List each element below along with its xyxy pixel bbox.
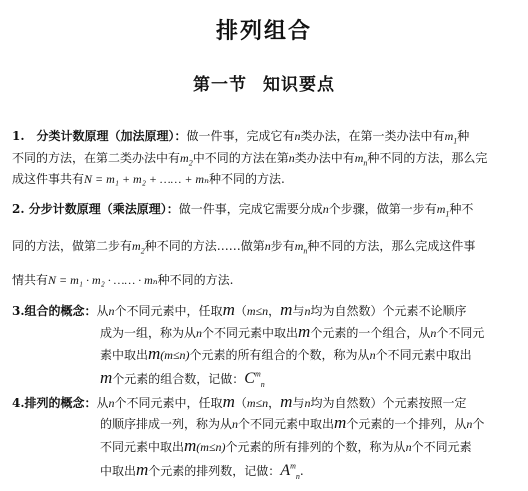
section-number: 第一节 <box>193 75 247 95</box>
p1-line-2: 不同的方法，在第二类办法中有$m_2$中不同的方法在第n类办法中有$m_n$种不同的方法，那么完 <box>12 151 488 168</box>
p1-line-1: 1. 分类计数原理（加法原理）：做一件事，完成它有n类办法，在第一类办法中有$m_1$种 <box>12 129 470 146</box>
page-title: 排列组合 <box>215 18 312 44</box>
p4-line-4: 中取出m个元素的排列数，记做：$A^m_n$. <box>100 460 304 482</box>
p4-line-2: 的顺序排成一列，称为从n个不同元素中取出m个元素的一个排列，从n个 <box>100 413 485 432</box>
p2-heading: 2. 分步计数原理（乘法原理）： <box>12 202 179 216</box>
p2-line-1: 2. 分步计数原理（乘法原理）：做一件事，完成它需要分成n个步骤，做第一步有$m_1$种不 <box>12 202 474 219</box>
p2-line-2: 同的方法，做第二步有$m_2$种不同的方法……做第n步有$m_n$种不同的方法，那么完成这件事 <box>12 239 476 256</box>
section-name: 知识要点 <box>263 75 335 95</box>
p4-heading: 4.排列的概念： <box>12 396 97 410</box>
p3-line-3: 素中取出m(m≤n)个元素的所有组合的个数，称为从n个不同元素中取出 <box>100 344 472 363</box>
p2-line-3: 情共有N = m₁ · m₂ · …… · mₙ种不同的方法. <box>12 273 234 287</box>
combination-notation: $C^m_n$ <box>244 369 265 390</box>
section-heading <box>0 70 528 95</box>
p4-line-3: 不同元素中取出m(m≤n)个元素的所有排列的个数，称为从n个不同元素 <box>100 436 472 455</box>
p1-line-3: 成这件事共有N = m₁ + m₂ + …… + mₙ种不同的方法. <box>12 172 285 186</box>
p3-heading: 3.组合的概念： <box>12 304 97 318</box>
permutation-notation: $A^m_n$ <box>280 461 300 482</box>
p1-formula: N = m₁ + m₂ + …… + mₙ <box>84 172 209 186</box>
p1-heading: 1. 分类计数原理（加法原理）： <box>12 129 187 143</box>
p2-formula: N = m₁ · m₂ · …… · mₙ <box>48 273 158 287</box>
p4-line-1: 4.排列的概念：从n个不同元素中，任取m（m≤n，m与n均为自然数）个元素按照一定 <box>12 392 467 411</box>
p3-line-2: 成为一组，称为从n个不同元素中取出m个元素的一个组合，从n个不同元 <box>100 322 485 341</box>
p3-line-4: m个元素的组合数，记做：$C^m_n$ <box>100 368 265 390</box>
p3-line-1: 3.组合的概念：从n个不同元素中，任取m（m≤n，m与n均为自然数）个元素不论顺序 <box>12 300 467 319</box>
